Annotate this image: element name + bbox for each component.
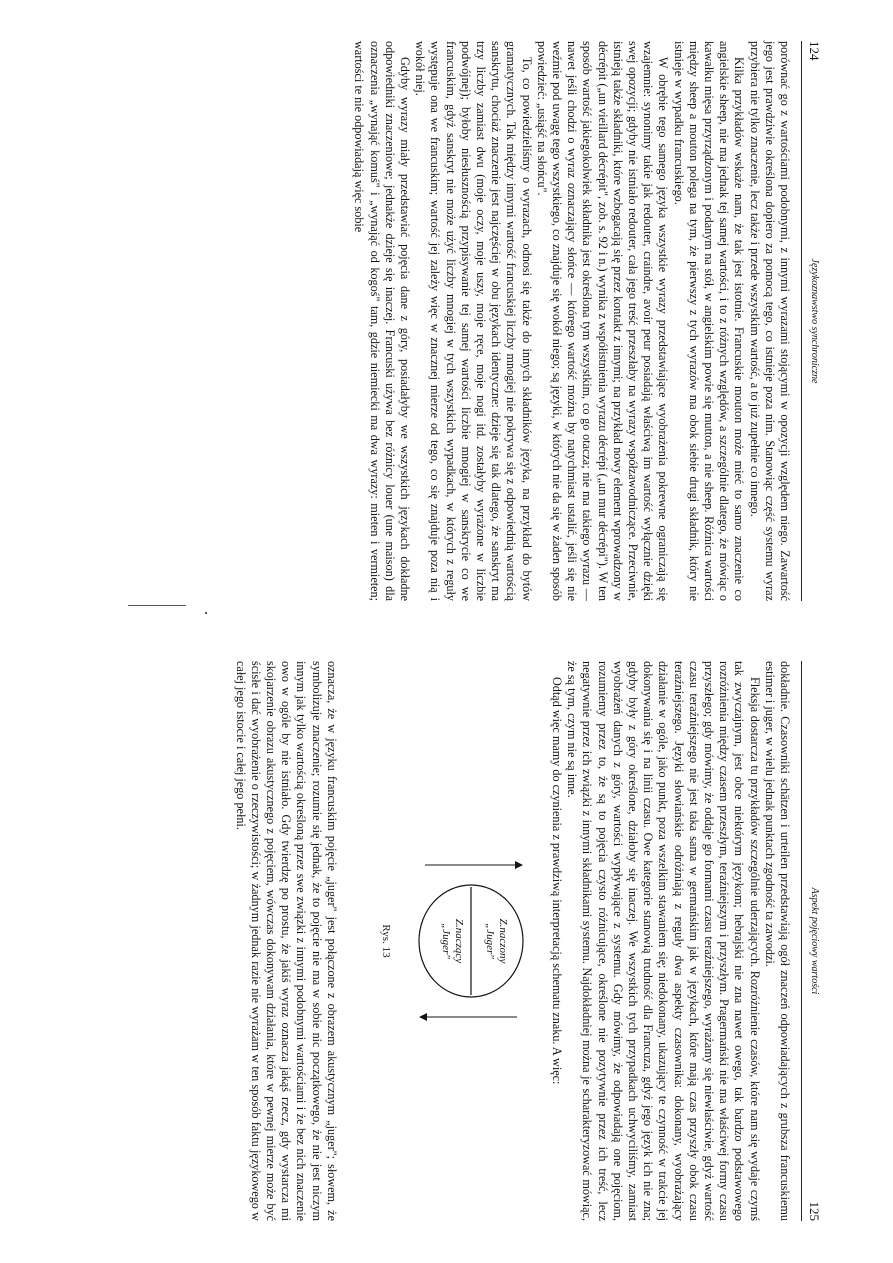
- right-page: [66, 661, 826, 1221]
- left-page-header: [801, 41, 826, 601]
- paragraph: Fleksja dostarcza tu przykładów szczególnie uderzających. Rozróżnienie czasów, które nam się wydaje czymś tak zwyczajnym, jest obce niektórym językom; hebrajski nie zna nawet owego, tak bardzo podstawowego rozróżnienia między czasem przeszłym, teraźniejszym i przyszłym. Pragermański nie ma właściwej formy czasu przyszłego; gdy mówimy, że oddaje go formami czasu teraźniejszego, wyrażamy się niewłaściwie, gdyż wartość czasu teraźniejszego nie jest taka sama w germańskim jak w językach, które mają czas przyszły obok czasu teraźniejszego. Języki słowiańskie odróżniają z reguły dwa aspekty czasownika: dokonany, wyobrażający działanie w ogóle, jako punkt, poza wszelkim stawaniem się; niedokonany, ukazujący te czynność w trakcie jej dokonywania się i na linii czasu. Owe kategorie stanowią trudność dla Francuza, gdyż jego język ich nie zna; gdyby były z góry określone, działoby się inaczej. We wszystkich tych przypadkach uchwyciliśmy, zamiast wyobrażeń danych z góry, wartości wypływające z systemu. Gdy mówimy, że odpowiadają one pojęciom, rozumiemy przez to, że są to pojęcia czysto różnicujące, określone nie pozytywnie przez ich treść, lecz negatywnie przez ich związki z innymi składnikami systemu. Najdokładniej można je scharakteryzować mówiąc, że są tym, czym nie są inne.: [565, 661, 762, 1221]
- left-arrow-head: [515, 861, 523, 869]
- signified-label: [483, 871, 509, 1011]
- right-page-header: [801, 661, 826, 1221]
- right-page-body: [232, 661, 792, 1221]
- paragraph: porównać go z wartościami podobnymi, z innymi wyrazami stojącymi w opozycji względem niego. Zawartość jego jest prawdziwie określona dopiero za pomocą tego, co istnieje poza nim. Stanowiąc część systemu wyraz przybiera nie tylko znaczenie, lecz także i przede wszystkim wartość, a to już zupełnie co innego.: [747, 41, 792, 601]
- left-page-body: [351, 41, 792, 601]
- right-page-number: 125: [807, 1201, 822, 1221]
- sign-diagram-figure: [343, 661, 543, 1221]
- left-page: [66, 41, 826, 601]
- paragraph: Kilka przykładów wskaże nam, że tak jest istotnie. Francuskie mouton może mieć to samo znaczenie co angielskie sheep, nie ma jednak tej samej wartości, i to z różnych względów, a szczególnie dlatego, że mówiąc o kawałku mięsa przyrządzonym i podanym na stół, w angielskim powie się mutton, a nie sheep. Różnica wartości między sheep a mouton polega na tym, że pierwszy z tych wyrazów ma obok siebie drugi składnik, który nie istnieje w wypadku francuskiego.: [671, 41, 747, 601]
- signified-term: Z.naczony: [496, 918, 509, 964]
- signifier-label: [439, 871, 465, 1011]
- right-running-head: Aspekt pojęciowy wartości: [809, 887, 820, 995]
- paragraph: Gdyby wyrazy miały przedstawiać pojęcia dane z góry, posiadałyby we wszystkich językach dokładne odpowiedniki znaczeniowe; jednakże dzieje się inaczej. Francuski używa bez różnicy louer (une maison) dla oznaczenia „wynająć komuś" i „wynająć od kogoś" tam, gdzie niemiecki ma dwa wyrazy: mieten i vermieten; wartości te nie odpowiadają więc sobie: [352, 41, 412, 601]
- right-arrow-head: [419, 1013, 427, 1021]
- left-page-number: 124: [807, 41, 822, 61]
- paragraph: oznacza, że w języku francuskim pojęcie „juger" jest połączone z obrazem akustycznym „juger"; słowem, że symbolizuje znaczenie; rozumie się jednak, że to pojęcie nie ma w sobie nic początkowego, że nie jest niczym innym jak tylko wartością określoną przez swe związki z innymi podobnymi wartościami i że bez nich znaczenie owo w ogóle by nie istniało. Gdy twierdzę po prostu, że jakiś wyraz oznacza jakąś rzecz, gdy wystarcza mi skojarzenie obrazu akustycznego z pojęciem, wówczas dokonywam działania, które w pewnej mierze może być ścisłe i dać wyobrażenie o rzeczywistości; w żadnym jednak razie nie wyrażam w ten sposób faktu językowego w całej jego istocie i całej jego pełni.: [233, 661, 339, 1221]
- paragraph: dokładnie. Czasowniki schätzen i urteilen przedstawiają ogół znaczeń odpowiadających z grubsza francuskiemu estimer i juger, w wielu jednak punktach zgodność ta zawodzi.: [762, 661, 792, 1221]
- signified-example: „Juger": [483, 923, 496, 959]
- paragraph: To, co powiedzieliśmy o wyrazach, odnosi się także do innych składników języka, na przykład do bytów gramatycznych. Tak między innymi wartość francuskiej liczby mnogiej nie pokrywa się z odpowiednią wartością sanskrytu, chociaż znaczenie jest najczęściej w obu językach identyczne: dzieje się tak dlatego, że sanskryt ma trzy liczby zamiast dwu (moje oczy, moje uszy, moje ręce, moje nogi itd. zostałyby wyrażone w liczbie podwójnej); byłoby niesłusznością przypisywanie tej samej wartości liczbie mnogiej w sanskrycie co we francuskim, gdyż sanskryt nie może użyć liczby mnogiej w tych wszystkich wypadkach, w których z reguły występuje ona we francuskim; wartość jej zależy więc w znacznej mierze od tego, co się znajduje poza nią i wokół niej.: [413, 41, 534, 601]
- book-spread: [66, 41, 826, 1221]
- paragraph: W obrębie tego samego języka wszystkie wyrazy przedstawiające wyobrażenia pokrewne ograniczają się wzajemnie: synonimy takie jak redouter, craindre, avoir peur posiadają właściwą im wartość wyłącznie dzięki swej opozycji; gdyby nie istniało redouter, cała jego treść przeszłaby na wyrazy współzawodniczące. Przeciwnie, istnieją także składniki, które wzbogacają się przez kontakt z innymi; na przykład nowy element wprowadzony w décrépit („un vieillard décrépit", zob. s. 92 i n.) wynika z współistnienia wyrazu décrépi („un mur décrépi"). W ten sposób wartość jakiegokolwiek składnika jest określona tym wszystkim, co go otacza; nie ma takiego wyrazu — nawet jeśli chodzi o wyraz oznaczający słońce — którego wartość można by natychmiast ustalić, jeśli się nie weźmie pod uwagę tego wszystkiego, co znajduje się wokół niego; są języki, w których nie da się w żaden sposób powiedzieć: „usiąść na słońcu".: [534, 41, 671, 601]
- figure-caption: Rys. 13: [379, 924, 392, 958]
- signifier-term: Z.naczący: [452, 918, 465, 964]
- left-running-head: Językoznawstwo synchroniczne: [809, 258, 820, 384]
- paragraph: Odtąd więc mamy do czynienia z prawdziwą interpretacją schematu znaku. A więc:: [549, 677, 564, 1085]
- signifier-example: „Juger": [439, 923, 452, 959]
